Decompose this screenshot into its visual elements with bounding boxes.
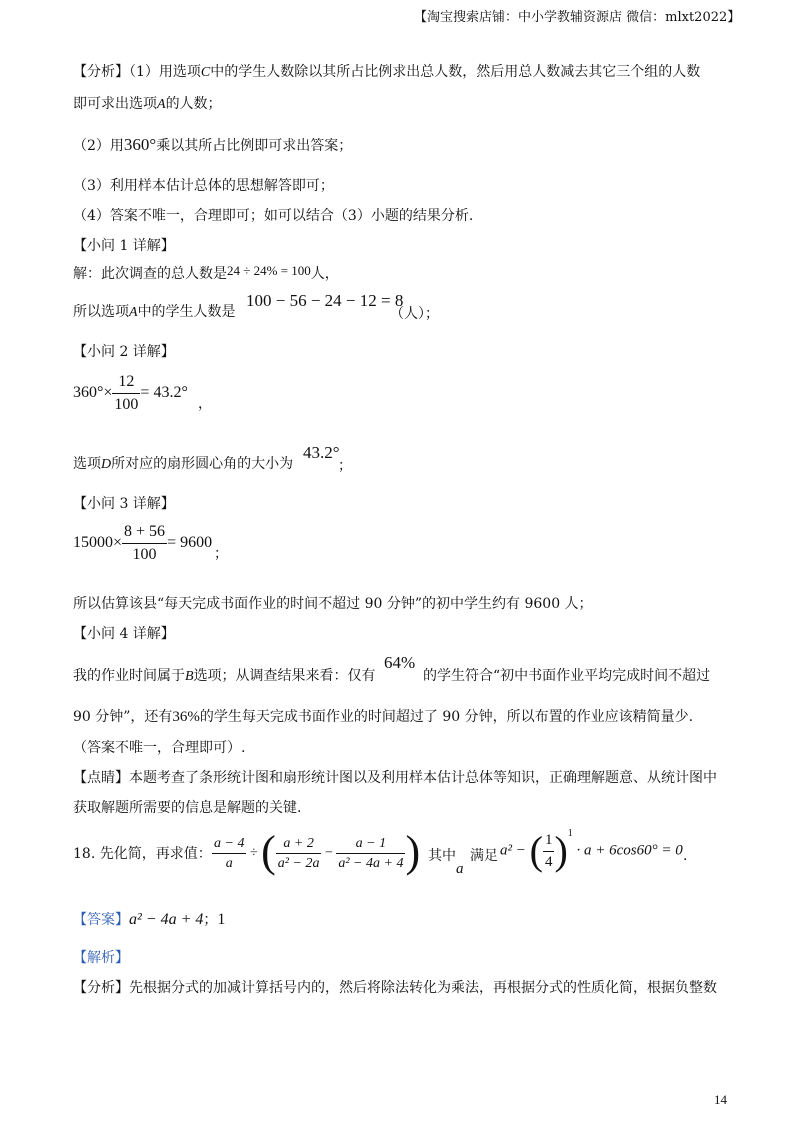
q18-condition — [500, 826, 683, 876]
q4-line-2 — [73, 708, 693, 727]
q1-text: 解：此次调查的总人数是 — [73, 266, 227, 282]
q2-semicolon: ； — [338, 458, 352, 474]
q1-math-count: 100 − 56 − 24 − 12 = 8 — [246, 291, 404, 310]
q2-line-2 — [73, 456, 293, 474]
analysis-text: （1）用选项 — [129, 64, 201, 80]
q18-cond-a2: a² − — [500, 842, 526, 859]
analysis-line-4: （3）利用样本估计总体的思想解答即可； — [73, 178, 334, 194]
q2-fraction — [112, 372, 140, 415]
q18-left-paren: ( — [261, 827, 276, 876]
q1-line-2 — [73, 304, 236, 322]
option-d: D — [101, 457, 112, 472]
option-a: A — [129, 305, 138, 320]
q4-heading: 【小问 4 详解】 — [73, 626, 175, 642]
comment-line-1: 【点睛】本题考查了条形统计图和扇形统计图以及利用样本估计总体等知识，正确理解题意、从统计图中 — [73, 770, 717, 786]
analysis-text: （2）用 — [73, 138, 124, 154]
answer-value: 1 — [217, 911, 226, 928]
q4-text: 我的作业时间属于 — [73, 668, 185, 684]
q18-minus: − — [324, 845, 333, 861]
page-header: 【淘宝搜索店铺：中小学教辅资源店 微信：mlxt2022】 — [414, 10, 741, 25]
q3-numerator: 8 + 56 — [122, 522, 167, 544]
option-b: B — [185, 669, 194, 684]
q3-fraction — [122, 522, 167, 565]
analysis-text: 中的学生人数除以其所占比例求出总人数，然后用总人数减去其它三个组的人数 — [210, 64, 701, 80]
q4-text: 90 分钟”，还有 — [73, 709, 173, 725]
q18-cond-right-paren: ) — [554, 828, 568, 873]
explain-tag: 【解析】 — [73, 950, 129, 966]
q2-angle: 43.2° — [303, 443, 340, 462]
q18-manzu: 满足 — [470, 848, 498, 864]
q4-percent-36: 36% — [172, 709, 200, 725]
q18-cond-denominator: 4 — [544, 853, 553, 870]
q1-text: 人， — [310, 266, 339, 282]
analysis-line-1 — [73, 64, 700, 82]
q18-fraction-3 — [336, 835, 405, 873]
math-360: 360° — [123, 135, 157, 154]
answer-expression: a² − 4a + 4 — [129, 911, 204, 928]
q18-f2-numerator: a + 2 — [276, 835, 322, 855]
q2-formula — [73, 372, 188, 415]
q1-text: 所以选项 — [73, 304, 129, 320]
q18-variable-a: a — [456, 861, 464, 877]
q3-heading: 【小问 3 详解】 — [73, 496, 175, 512]
comment-line-2: 获取解题所需要的信息是解题的关键. — [73, 800, 302, 816]
q3-line-2: 所以估算该县“每天完成书面作业的时间不超过 90 分钟”的初中学生约有 9600 人； — [73, 596, 593, 612]
q3-denominator: 100 — [132, 546, 157, 563]
option-a: A — [157, 97, 166, 112]
option-c: C — [200, 65, 211, 80]
q1-line-1 — [73, 263, 339, 284]
q2-formula-lead: 360°× — [73, 384, 113, 402]
q2-formula-result: = 43.2° — [140, 384, 188, 402]
q2-denominator: 100 — [114, 396, 139, 413]
q18-expression — [212, 826, 420, 881]
q18-cond-left-paren: ( — [529, 828, 543, 873]
q2-numerator: 12 — [112, 372, 140, 394]
q18-period: . — [683, 848, 688, 864]
analysis-text: 乘以其所占比例即可求出答案； — [156, 138, 353, 154]
q2-text: 选项 — [73, 456, 101, 472]
answer-separator: ； — [203, 912, 218, 928]
q4-text: 的学生每天完成书面作业的时间超过了 90 分钟，所以布置的作业应该精简量少. — [199, 709, 694, 725]
q4-text: 选项；从调查结果来看：仅有 — [193, 668, 376, 684]
analysis-line-5: （4）答案不唯一，合理即可；如可以结合（3）小题的结果分析. — [73, 208, 474, 224]
q18-f1-numerator: a − 4 — [212, 835, 246, 855]
q18-qizhong: ，其中 — [414, 848, 456, 864]
q18-cond-numerator: 1 — [543, 831, 555, 852]
analysis-text: 即可求出选项 — [73, 96, 157, 112]
page-number: 14 — [714, 1092, 727, 1107]
q18-right-paren: ) — [405, 827, 421, 876]
answer-tag: 【答案】 — [73, 912, 129, 928]
q18-f1-denominator: a — [225, 856, 233, 871]
q18-divide: ÷ — [249, 845, 258, 861]
q2-heading: 【小问 2 详解】 — [73, 344, 175, 360]
q3-formula-result: = 9600 — [167, 534, 213, 552]
q1-unit: （人）； — [390, 306, 439, 322]
q1-text: 中的学生人数是 — [137, 304, 236, 320]
q18-cond-exponent: 1 — [567, 828, 573, 840]
analysis-line-3 — [73, 134, 352, 156]
q18-f3-numerator: a − 1 — [336, 835, 405, 855]
q3-formula — [73, 522, 212, 565]
q4-line-1 — [73, 668, 376, 686]
answer-line — [73, 910, 225, 930]
analysis-line-2 — [73, 96, 222, 114]
q18-cond-fraction — [543, 831, 555, 872]
q1-heading: 【小问 1 详解】 — [73, 238, 175, 254]
q18-fraction-2 — [276, 835, 322, 873]
q4-line-1-cont: 的学生符合“初中书面作业平均完成时间不超过 — [423, 668, 711, 684]
q2-comma: ， — [198, 396, 212, 412]
q18-f3-denominator: a² − 4a + 4 — [338, 856, 404, 871]
q4-line-3: （答案不唯一，合理即可）. — [73, 740, 246, 756]
q3-formula-lead: 15000× — [73, 534, 123, 552]
analysis2-line-1: 【分析】先根据分式的加减计算括号内的，然后将除法转化为乘法，再根据分式的性质化简，根据负整数 — [73, 980, 717, 996]
q18-fraction-1 — [212, 835, 246, 873]
q3-semicolon: ； — [214, 546, 228, 562]
q4-percent-64: 64% — [384, 653, 416, 672]
q18-f2-denominator: a² − 2a — [277, 856, 320, 871]
analysis-text: 的人数； — [165, 96, 222, 112]
q18-lead: 18. 先化简，再求值： — [73, 846, 212, 862]
q2-text: 所对应的扇形圆心角的大小为 — [111, 456, 294, 472]
q18-cond-tail: · a + 6cos60° = 0 — [576, 842, 683, 859]
analysis-tag: 【分析】 — [73, 64, 129, 80]
q1-math: 24 ÷ 24% = 100 — [227, 263, 311, 278]
